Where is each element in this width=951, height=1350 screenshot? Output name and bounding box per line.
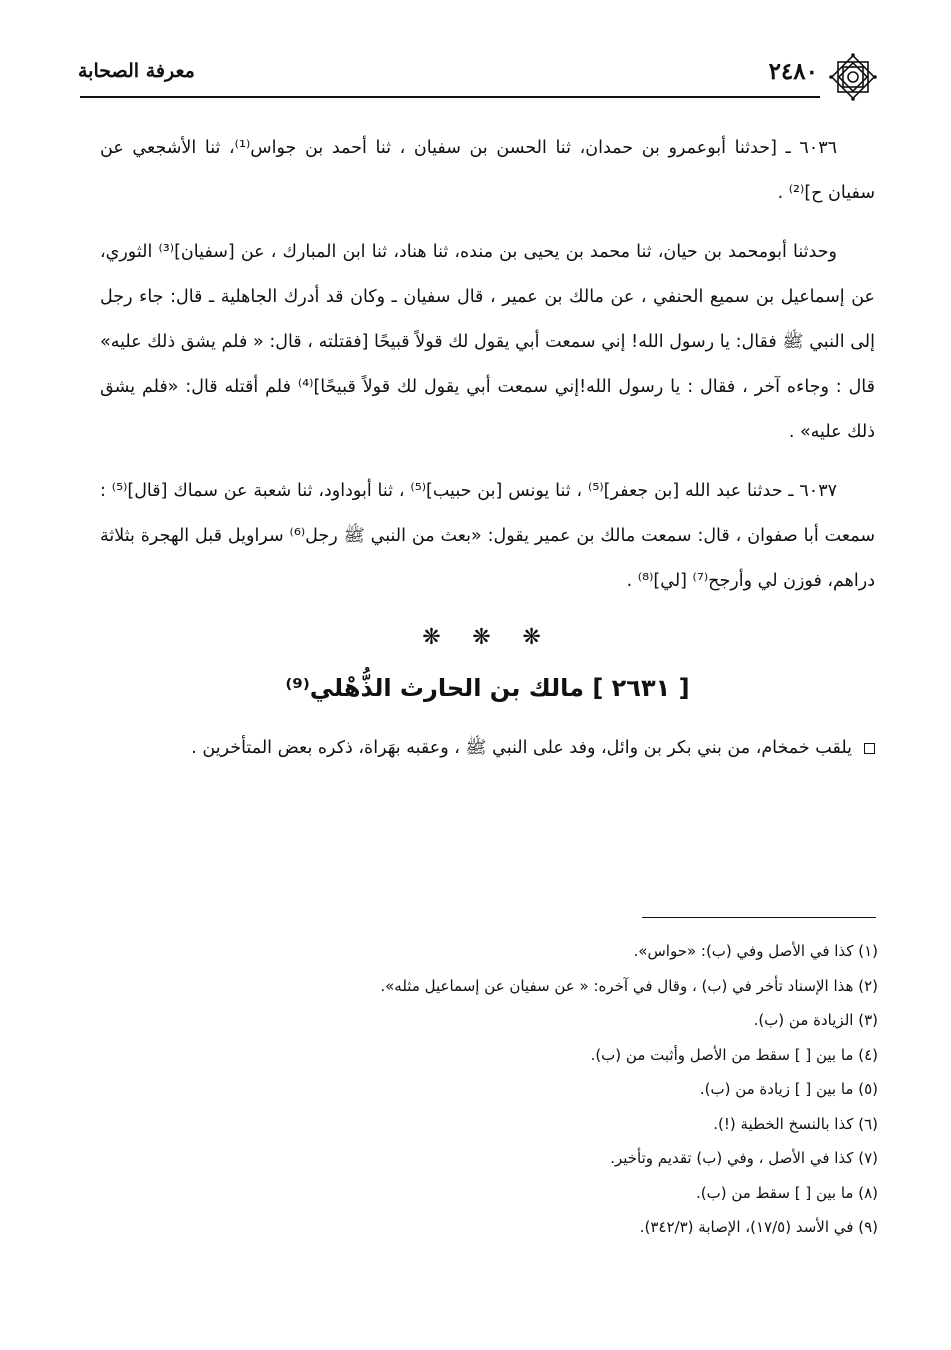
page-number: ٢٤٨٠: [768, 58, 818, 85]
footnotes: [100, 934, 878, 1245]
paragraph-6037: ٦٠٣٧ ـ حدثنا عبد الله [بن جعفر]⁽⁵⁾ ، ثنا يونس [بن حبيب]⁽⁵⁾ ، ثنا أبوداود، ثنا شعبة عن سماك [قال]⁽⁵⁾ : سمعت أبا صفوان ، قال: سمعت مالك بن عمير يقول: «بعث من النبي ﷺ رجل⁽⁶⁾ سراويل قبل الهجرة بثلاثة دراهم، فوزن لي وأرجح⁽⁷⁾ [لي]⁽⁸⁾ .: [100, 481, 875, 591]
footnote-2: (٢) هذا الإسناد تأخر في (ب) ، وقال في آخره: « عن سفيان عن إسماعيل مثله».: [380, 976, 878, 995]
square-bullet-icon: [864, 743, 875, 754]
footnote-8: (٨) ما بين [ ] سقط من (ب).: [695, 1183, 878, 1202]
footnote-6: (٦) كذا بالنسخ الخطية (!).: [713, 1114, 878, 1133]
entry-text: يلقب خمخام، من بني بكر بن وائل، وفد على النبي ﷺ ، وعقبه بهَراة، ذكره بعض المتأخرين .: [191, 738, 852, 758]
footnote-4: (٤) ما بين [ ] سقط من الأصل وأثبت من (ب).: [590, 1045, 878, 1064]
book-title: معرفة الصحابة: [78, 60, 195, 82]
footnote-3: (٣) الزيادة من (ب).: [753, 1011, 878, 1029]
footnote-1: (١) كذا في الأصل وفي (ب): «حواس».: [633, 942, 878, 960]
paragraph-6036: ٦٠٣٦ ـ [حدثنا أبوعمرو بن حمدان، ثنا الحسن بن سفيان ، ثنا أحمد بن جواس⁽¹⁾، ثنا الأشجعي عن سفيان ح]⁽²⁾ .: [100, 138, 875, 203]
main-text: [100, 126, 875, 785]
entry-paragraph: [100, 726, 875, 771]
running-head: [78, 52, 878, 102]
header-rule: [80, 96, 820, 98]
footnote-7: (٧) كذا في الأصل ، وفي (ب) تقديم وتأخير.: [610, 1149, 878, 1167]
footnote-9: (٩) في الأسد (١٧/٥)، الإصابة (٣٤٢/٣).: [639, 1218, 878, 1236]
section-separator: ❋ ❋ ❋: [422, 625, 553, 650]
paragraph-chain: وحدثنا أبومحمد بن حيان، ثنا محمد بن يحيى بن منده، ثنا هناد، ثنا ابن المبارك ، عن [سفيان]⁽³⁾ الثوري، عن إسماعيل بن سميع الحنفي ، عن مالك بن عمير ، قال سفيان ـ وكان قد أدرك الجاهلية ـ قال: جاء رجل إلى النبي ﷺ فقال: يا رسول الله! إني سمعت أبي يقول لك قولاً قبيحًا [فقتلته ، قال: « فلم يشق ذلك عليه» قال : وجاءه آخر ، فقال : يا رسول الله!إني سمعت أبي يقول لك قولاً قبيحًا]⁽⁴⁾ فلم أقتله قال: «فلم يشق ذلك عليه» .: [100, 242, 876, 442]
footnote-5: (٥) ما بين [ ] زيادة من (ب).: [699, 1080, 878, 1098]
footnote-rule: [642, 917, 876, 918]
entry-heading: [ ٢٦٣١ ] مالك بن الحارث الذُّهْلي⁽⁹⁾: [285, 674, 690, 702]
octagonal-star-ornament-icon: [828, 52, 878, 102]
